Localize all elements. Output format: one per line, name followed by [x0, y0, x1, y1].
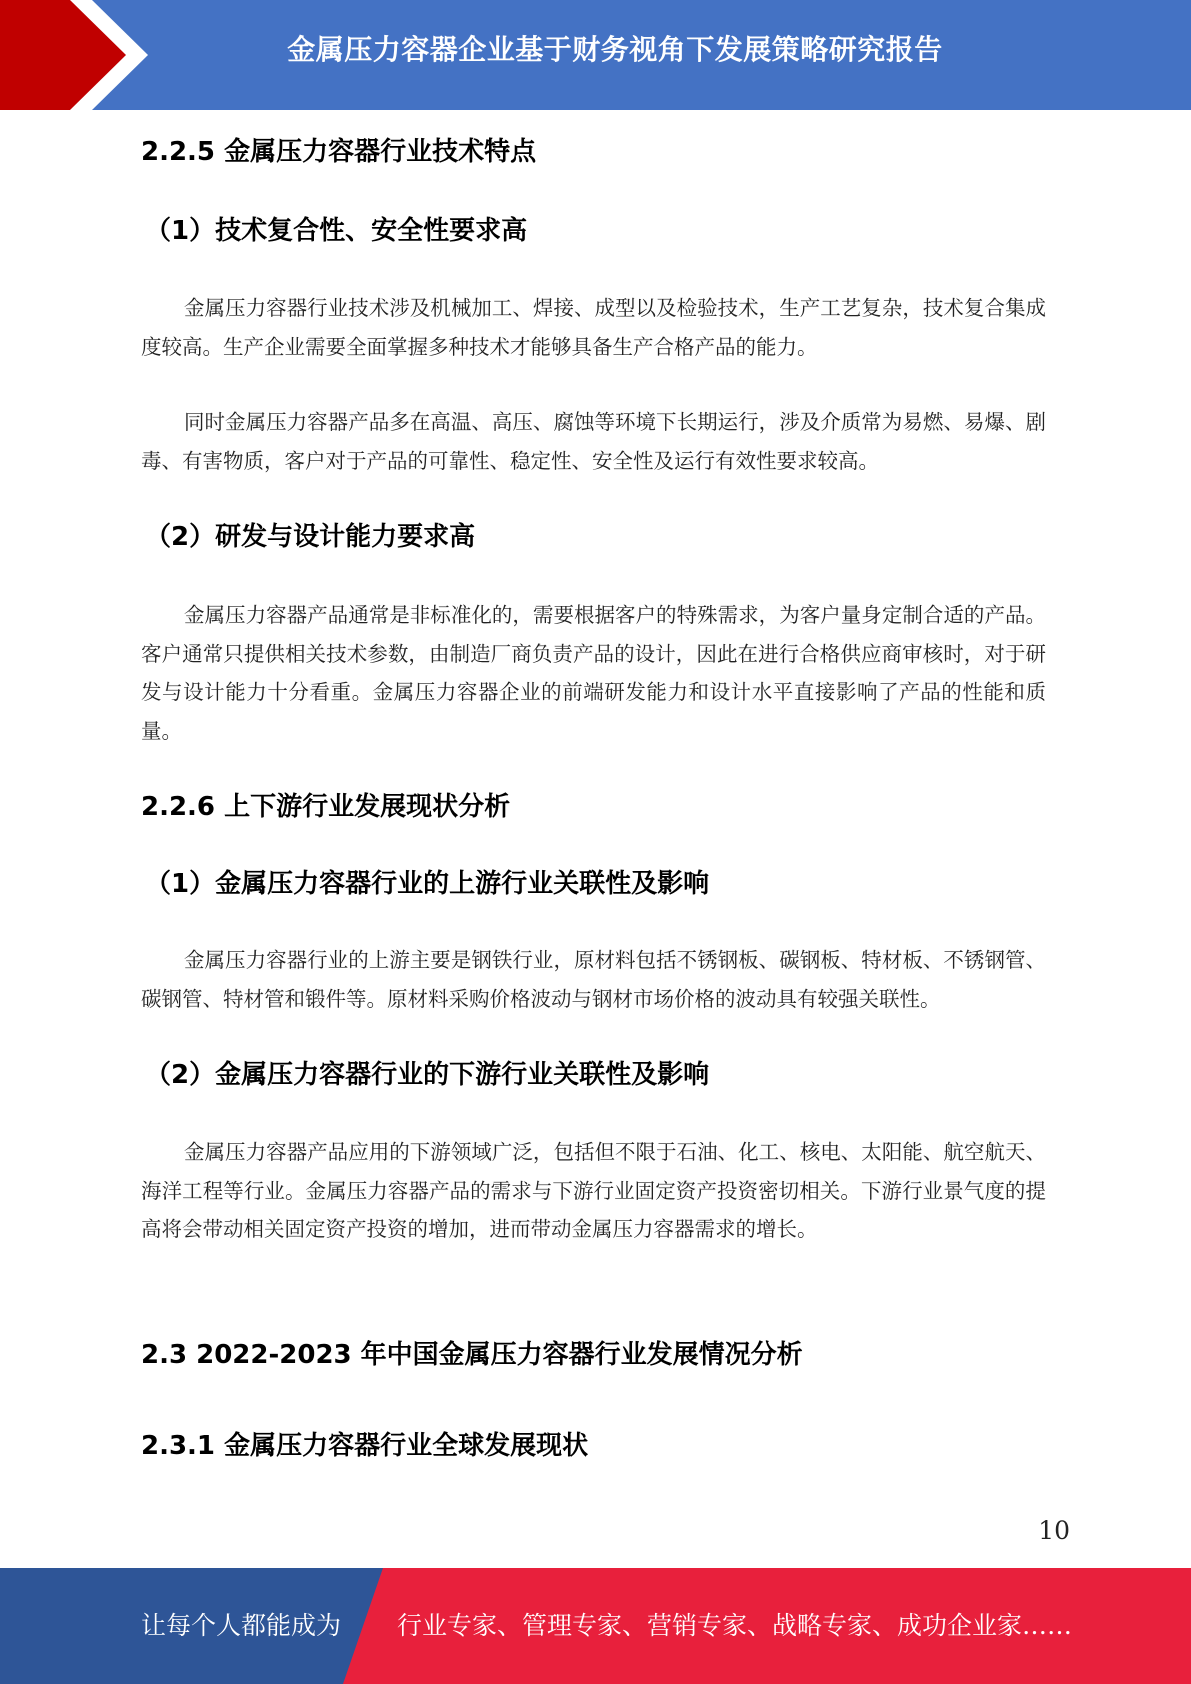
paragraph-downstream: 金属压力容器产品应用的下游领域广泛，包括但不限于石油、化工、核电、太阳能、航空航天、海洋工程等行业。金属压力容器产品的需求与下游行业固定资产投资密切相关。下游行业景气度的提高将会带动相关固定资产投资的增加，进而带动金属压力容器需求的增长。	[141, 1140, 1046, 1241]
paragraph-rd-design: 金属压力容器产品通常是非标准化的，需要根据客户的特殊需求，为客户量身定制合适的产品。客户通常只提供相关技术参数，由制造厂商负责产品的设计，因此在进行合格供应商审核时，对于研发与设计能力十分看重。金属压力容器企业的前端研发能力和设计水平直接影响了产品的性能和质量。	[141, 603, 1046, 743]
subsection-heading-rd-design: （2）研发与设计能力要求高	[145, 522, 476, 552]
paragraph-tech-complexity-1: 金属压力容器行业技术涉及机械加工、焊接、成型以及检验技术，生产工艺复杂，技术复合集成度较高。生产企业需要全面掌握多种技术才能够具备生产合格产品的能力。	[141, 296, 1046, 359]
subsection-heading-tech-complexity: （1）技术复合性、安全性要求高	[145, 216, 528, 246]
paragraph-tech-complexity-2: 同时金属压力容器产品多在高温、高压、腐蚀等环境下长期运行，涉及介质常为易燃、易爆、剧毒、有害物质，客户对于产品的可靠性、稳定性、安全性及运行有效性要求较高。	[141, 410, 1046, 473]
section-heading-2-3-1: 2.3.1 金属压力容器行业全球发展现状	[141, 1431, 589, 1461]
subsection-heading-downstream: （2）金属压力容器行业的下游行业关联性及影响	[145, 1060, 710, 1090]
report-title: 金属压力容器企业基于财务视角下发展策略研究报告	[287, 33, 943, 66]
footer-slogan-right: 行业专家、管理专家、营销专家、战略专家、成功企业家……	[397, 1611, 1073, 1640]
paragraph-upstream: 金属压力容器行业的上游主要是钢铁行业，原材料包括不锈钢板、碳钢板、特材板、不锈钢管、碳钢管、特材管和锻件等。原材料采购价格波动与钢材市场价格的波动具有较强关联性。	[141, 948, 1046, 1011]
section-heading-2-3: 2.3 2022-2023 年中国金属压力容器行业发展情况分析	[141, 1340, 803, 1370]
footer-banner	[0, 1568, 1191, 1684]
page-number: 10	[1038, 1516, 1070, 1545]
section-heading-2-2-6: 2.2.6 上下游行业发展现状分析	[141, 792, 511, 822]
subsection-heading-upstream: （1）金属压力容器行业的上游行业关联性及影响	[145, 869, 710, 899]
header-banner	[0, 0, 1191, 110]
footer-slogan-left: 让每个人都能成为	[141, 1611, 342, 1640]
section-heading-2-2-5: 2.2.5 金属压力容器行业技术特点	[141, 137, 537, 167]
